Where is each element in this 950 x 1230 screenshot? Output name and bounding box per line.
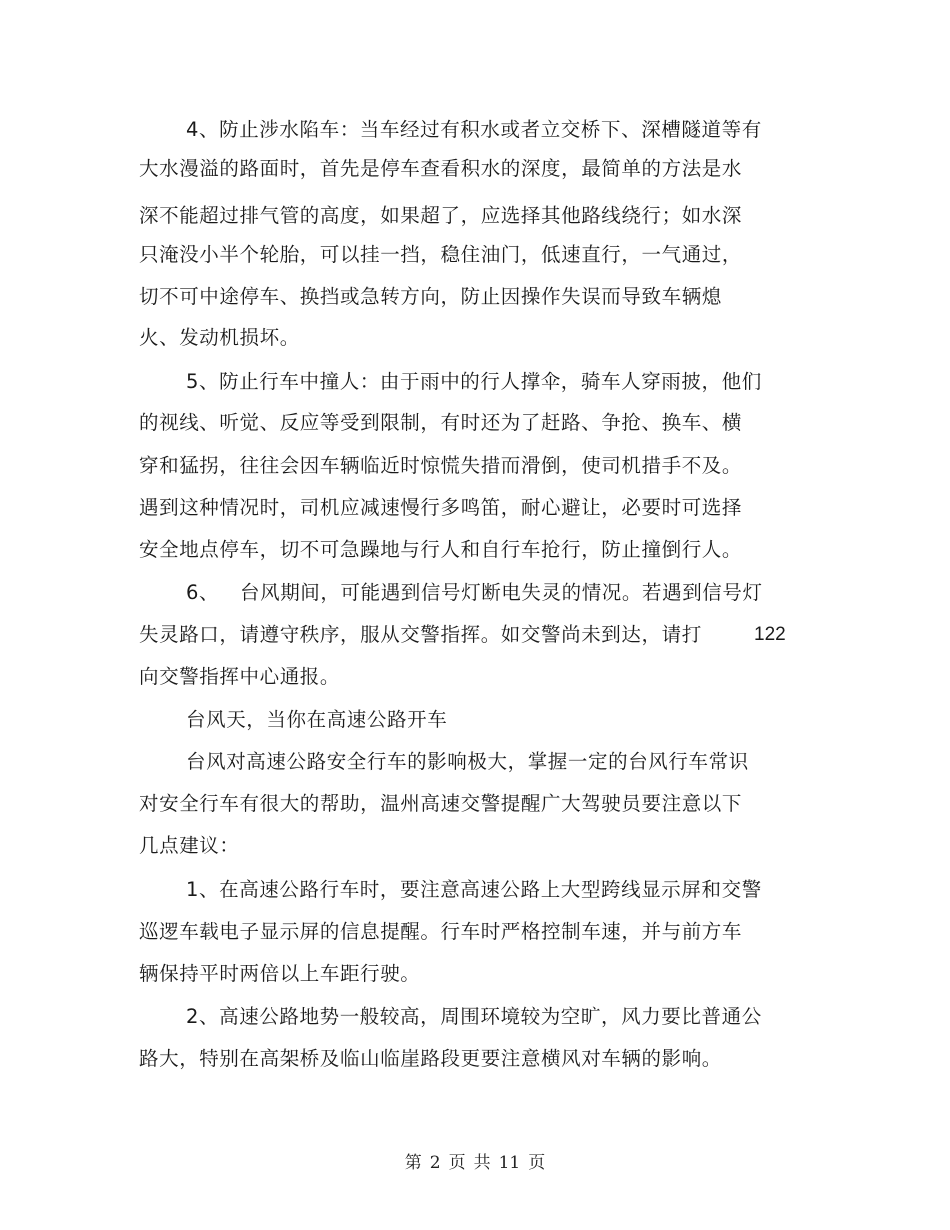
footer-total-pages: 11: [498, 1153, 521, 1173]
page-footer: [0, 1152, 950, 1174]
item-2-line-1: 2、高速公路地势一般较高，周围环境较为空旷，风力要比普通公: [186, 1005, 762, 1028]
paragraph-5-line-4: 遇到这种情况时，司机应减速慢行多鸣笛，耐心避让，必要时可选择: [139, 496, 743, 519]
footer-total-label: 共: [473, 1153, 491, 1173]
paragraph-6-line-3: 向交警指挥中心通报。: [139, 665, 341, 688]
footer-current-page: 2: [429, 1153, 441, 1173]
paragraph-4-line-2: 大水漫溢的路面时，首先是停车查看积水的深度，最简单的方法是水: [139, 157, 743, 180]
item-1-line-3: 辆保持平时两倍以上车距行驶。: [139, 962, 421, 985]
footer-prefix: 第: [404, 1153, 422, 1173]
paragraph-5-line-3: 穿和猛拐，往往会因车辆临近时惊慌失措而滑倒，使司机措手不及。: [139, 454, 743, 477]
paragraph-5-line-5: 安全地点停车，切不可急躁地与行人和自行车抢行，防止撞倒行人。: [139, 538, 743, 561]
item-2-line-2: 路大，特别在高架桥及临山临崖路段更要注意横风对车辆的影响。: [139, 1047, 722, 1070]
paragraph-6-number: 6、: [186, 581, 220, 604]
paragraph-4-line-6: 火、发动机损坏。: [139, 326, 300, 349]
section-heading: 台风天，当你在高速公路开车: [186, 708, 448, 731]
intro-line-3: 几点建议：: [139, 834, 240, 857]
intro-line-2: 对安全行车有很大的帮助，温州高速交警提醒广大驾驶员要注意以下: [139, 792, 743, 815]
item-1-line-1: 1、在高速公路行车时，要注意高速公路上大型跨线显示屏和交警: [186, 878, 762, 901]
intro-line-1: 台风对高速公路安全行车的影响极大，掌握一定的台风行车常识: [186, 750, 749, 773]
paragraph-4-line-5: 切不可中途停车、换挡或急转方向，防止因操作失误而导致车辆熄: [139, 285, 722, 308]
footer-page-label: 页: [448, 1153, 466, 1173]
phone-number: 122: [754, 624, 786, 645]
item-1-line-2: 巡逻车载电子显示屏的信息提醒。行车时严格控制车速，并与前方车: [139, 920, 743, 943]
paragraph-4-line-4: 只淹没小半个轮胎，可以挂一挡，稳住油门，低速直行，一气通过，: [139, 243, 743, 266]
paragraph-4-line-1: 4、防止涉水陷车：当车经过有积水或者立交桥下、深槽隧道等有: [186, 118, 762, 141]
paragraph-6-line-1: 台风期间，可能遇到信号灯断电失灵的情况。若遇到信号灯: [240, 581, 763, 604]
paragraph-5-line-2: 的视线、听觉、反应等受到限制，有时还为了赶路、争抢、换车、横: [139, 411, 743, 434]
paragraph-4-line-3: 深不能超过排气管的高度，如果超了，应选择其他路线绕行；如水深: [139, 204, 743, 227]
paragraph-5-line-1: 5、防止行车中撞人：由于雨中的行人撑伞，骑车人穿雨披，他们: [186, 370, 762, 393]
footer-suffix: 页: [528, 1153, 546, 1173]
paragraph-6-line-2: 失灵路口，请遵守秩序，服从交警指挥。如交警尚未到达，请打: [139, 623, 702, 646]
